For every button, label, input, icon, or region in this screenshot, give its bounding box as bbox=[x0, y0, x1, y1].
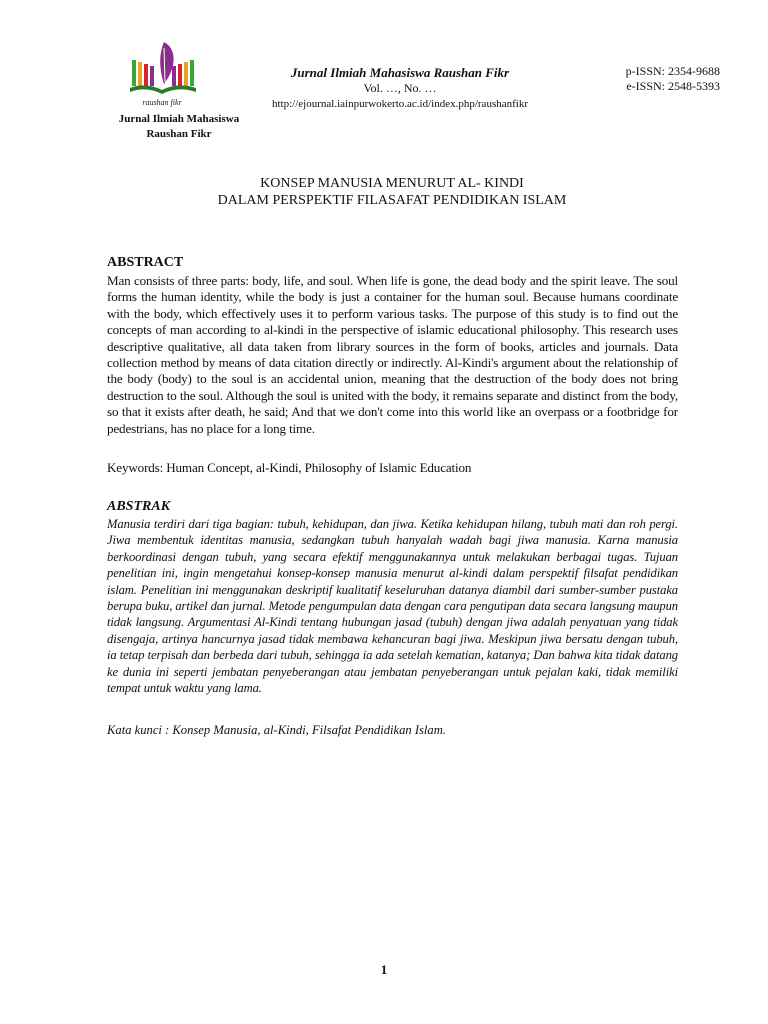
svg-text:raushan fikr: raushan fikr bbox=[142, 98, 182, 107]
p-issn: p-ISSN: 2354-9688 bbox=[625, 64, 720, 78]
abstrak-body: Manusia terdiri dari tiga bagian: tubuh, kehidupan, dan jiwa. Ketika kehidupan hilang, tubuh mati dan roh pergi. Jiwa membentuk identitas manusia, sedangkan tubuh hanyalah wadah bagi jiwa manusia. Karna manusia berkoordinasi dengan tubuh, yang secara efektif menggunakannya untuk melakukan berbagai tugas. Tujuan penelitian ini, ingin mengetahui konsep-konsep manusia menurut al-kindi dalam perspektif filsafat pendidikan islam. Penelitian ini menggunakan deskriptif kualitatif keseluruhan datanya diambil dari sumber-sumber pustaka berupa buku, artikel dan jurnal. Metode pengumpulan data dengan cara pengutipan data secara langsung maupun tidak langsung. Argumentasi Al-Kindi tentang hubungan jasad (tubuh) dengan jiwa adalah penyatuan yang tidak disengaja, artinya hancurnya jasad tidak membawa kehancuran bagi jiwa. Meskipun jiwa bersatu dengan tubuh, ia tetap terpisah dan berbeda dari tubuh, sehingga ia ada setelah kematian, katanya; Dan bahwa kita tidak datang ke dunia ini seperti jembatan penyeberangan atau jembatan penyeberangan untuk pejalan kaki, tidak memiliki tempat untuk waktu yang lama. bbox=[107, 517, 678, 696]
abstrak-keywords: Kata kunci : Konsep Manusia, al-Kindi, Filsafat Pendidikan Islam. bbox=[107, 723, 446, 737]
journal-title: Jurnal Ilmiah Mahasiswa Raushan Fikr bbox=[290, 65, 510, 80]
journal-logo bbox=[124, 38, 200, 110]
abstract-keywords: Keywords: Human Concept, al-Kindi, Philosophy of Islamic Education bbox=[107, 460, 472, 475]
logo-caption: Jurnal Ilmiah Mahasiswa Raushan Fikr bbox=[118, 113, 240, 140]
paper-title-line-2: DALAM PERSPEKTIF FILASAFAT PENDIDIKAN ISLAM bbox=[217, 193, 567, 208]
paper-title-line-1: KONSEP MANUSIA MENURUT AL- KINDI bbox=[260, 176, 524, 191]
journal-url-link[interactable]: http://ejournal.iainpurwokerto.ac.id/index.php/raushanfikr bbox=[272, 98, 528, 110]
e-issn: e-ISSN: 2548-5393 bbox=[626, 79, 720, 93]
abstract-body: Man consists of three parts: body, life, and soul. When life is gone, the dead body and the spirit leave. The soul forms the human identity, while the body is just a container for the human soul. Because humans coordinate with the body, which effectively uses it to perform various tasks. The purpose of this study is to find out the concepts of man according to al-kindi in the perspective of islamic educational philosophy. This research uses descriptive qualitative, all data taken from library sources in the form of books, articles and journals. Data collection method by means of data citation directly or indirectly. Al-Kindi's argument about the relationship of the body (body) to the soul is an accidental union, meaning that the destruction of the body does not bring destruction to the soul. Although the soul is united with the body, it remains separate and distinct from the body, so that it exists after death, he said; And that we don't come into this world like an overpass or a footbridge for pedestrians, has no place for a long time. bbox=[107, 273, 678, 436]
book-quill-logo-icon bbox=[124, 38, 200, 110]
journal-volume: Vol. …, No. … bbox=[363, 81, 437, 95]
abstract-heading: ABSTRACT bbox=[107, 255, 184, 270]
abstrak-heading: ABSTRAK bbox=[107, 499, 171, 514]
page-number: 1 bbox=[380, 962, 388, 977]
